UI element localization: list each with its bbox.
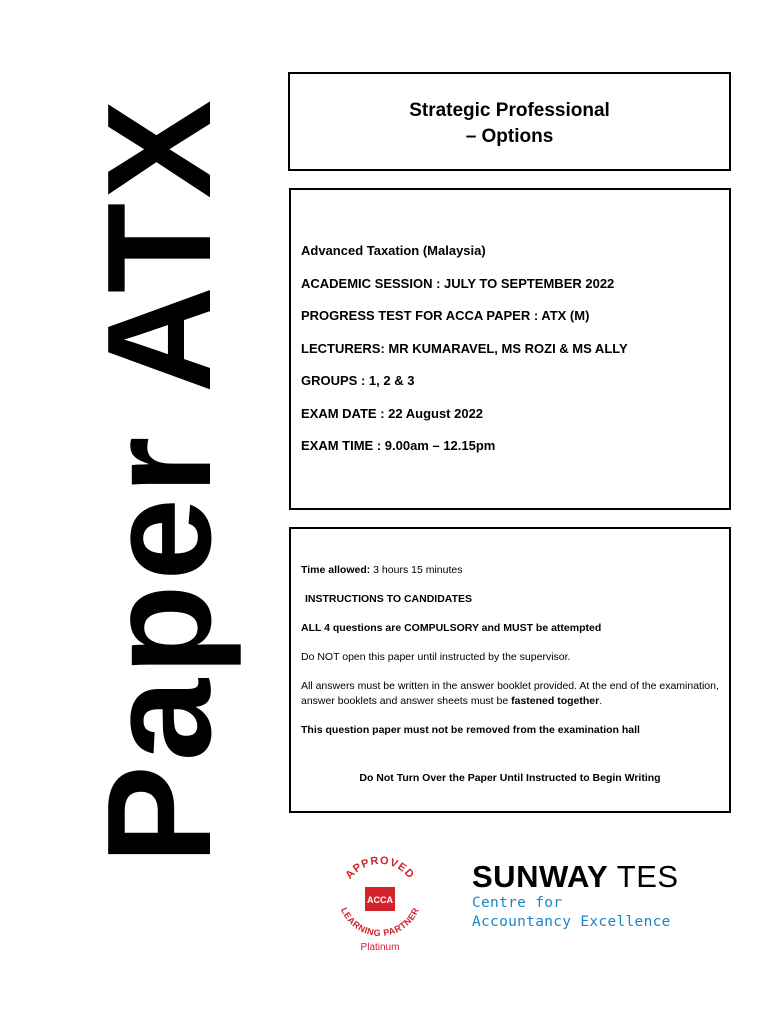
answers-text: All answers must be written in the answer booklet provided. At the end of the examination, answer booklets and answer sheets must be [301, 680, 719, 707]
sunway-subtitle-line-2: Accountancy Excellence [472, 914, 671, 930]
fastened-text: fastened together [511, 695, 600, 707]
acca-tier-text: Platinum [360, 942, 400, 953]
instructions-heading: INSTRUCTIONS TO CANDIDATES [305, 593, 473, 605]
exam-details-box [289, 188, 731, 510]
header-line-1: Strategic Professional [409, 100, 610, 121]
detail-session: ACADEMIC SESSION : JULY TO SEPTEMBER 2022 [301, 275, 615, 291]
detail-progress-test: PROGRESS TEST FOR ACCA PAPER : ATX (M) [301, 308, 590, 323]
header-line-2: – Options [465, 126, 554, 147]
time-allowed-value: 3 hours 15 minutes [373, 564, 463, 576]
instructions-box [289, 527, 731, 813]
do-not-open-note: Do NOT open this paper until instructed by the supervisor. [301, 651, 571, 663]
do-not-turn-over: Do Not Turn Over the Paper Until Instructed to Begin Writing [359, 772, 661, 784]
not-removed-note: This question paper must not be removed from the examination hall [301, 724, 640, 736]
detail-groups: GROUPS : 1, 2 & 3 [301, 373, 415, 388]
sunway-tes-logo [472, 860, 679, 932]
sunway-subtitle-line-1: Centre for [472, 895, 563, 911]
detail-lecturers: LECTURERS: MR KUMARAVEL, MS ROZI & MS ALLY [301, 340, 628, 356]
header-box [288, 72, 731, 171]
detail-course: Advanced Taxation (Malaysia) [301, 243, 486, 258]
time-allowed-label: Time allowed: [301, 564, 371, 576]
sunway-brand [472, 860, 679, 894]
sunway-brand-name: SUNWAY [472, 859, 608, 894]
answers-period: . [599, 695, 603, 707]
acca-arc-top-text: APPROVED [343, 854, 417, 882]
answers-note [301, 679, 719, 709]
time-allowed [301, 563, 719, 578]
compulsory-note: ALL 4 questions are COMPULSORY and MUST be attempted [301, 622, 602, 634]
detail-exam-time: EXAM TIME : 9.00am – 12.15pm [301, 438, 496, 453]
acca-badge-text: ACCA [367, 895, 393, 905]
acca-arc-bottom-text: LEARNING PARTNER [338, 905, 422, 939]
side-title: Paper ATX [77, 96, 242, 864]
detail-exam-date: EXAM DATE : 22 August 2022 [301, 405, 484, 421]
acca-approved-learning-partner-logo [330, 850, 430, 954]
sunway-brand-tes: TES [616, 859, 679, 894]
